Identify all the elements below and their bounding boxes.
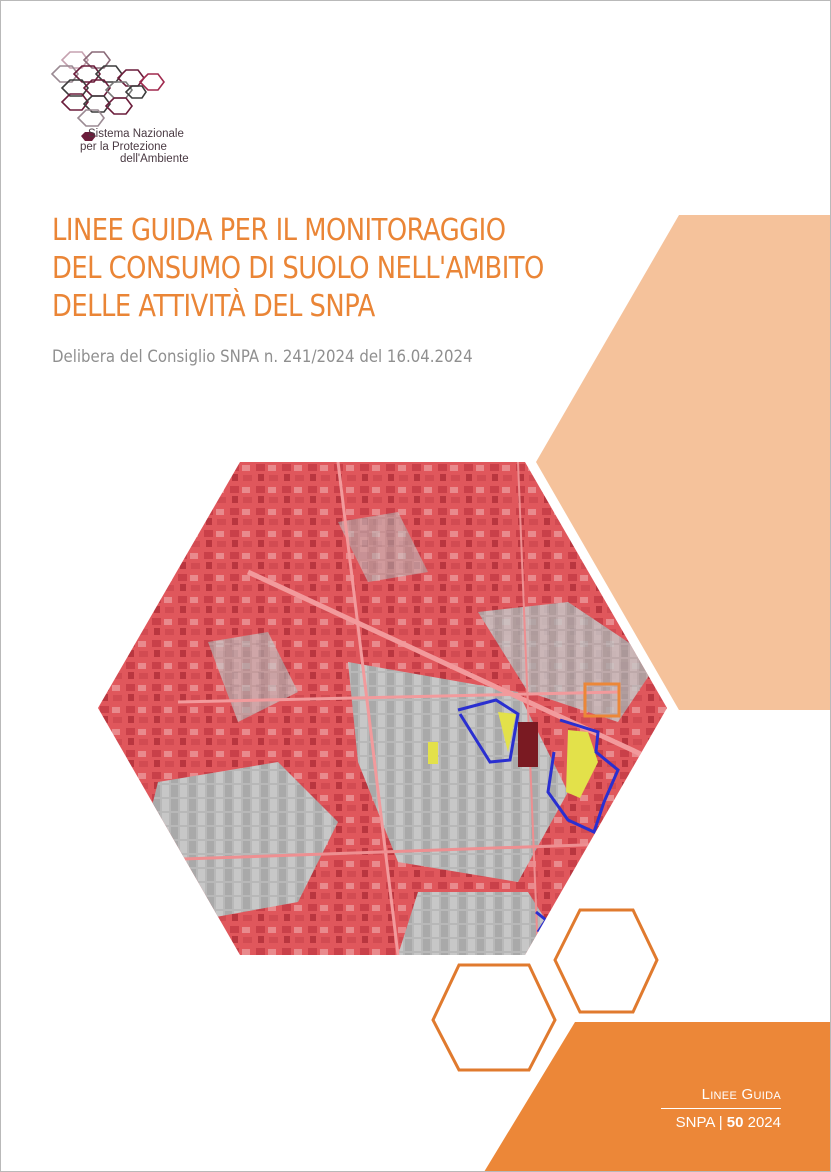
series-name: Linee Guida: [701, 1086, 781, 1103]
series-number: [661, 1114, 781, 1132]
logo-line-2: per la Protezione: [80, 140, 167, 153]
outline-hexagon: [433, 965, 555, 1070]
logo-hexagon: [106, 98, 132, 114]
title-line-1: LINEE GUIDA PER IL MONITORAGGIO: [52, 213, 506, 248]
logo-text: [78, 128, 248, 166]
series-year: 2024: [743, 1114, 781, 1131]
map-dark-building: [518, 722, 538, 767]
series-prefix: SNPA |: [675, 1114, 727, 1131]
land-consumption-map: [98, 462, 667, 955]
logo-hexagon: [118, 70, 144, 86]
logo-line-1: Sistema Nazionale: [88, 128, 184, 140]
title-line-2: DEL CONSUMO DI SUOLO NELL'AMBITO: [52, 251, 544, 286]
title-line-3: DELLE ATTIVITÀ DEL SNPA: [52, 289, 375, 324]
outline-hexagon: [555, 910, 657, 1012]
document-subtitle: Delibera del Consiglio SNPA n. 241/2024 del 16.04.2024: [52, 347, 473, 367]
series-label: [661, 1085, 781, 1132]
series-issue-number: 50: [726, 1114, 744, 1131]
outline-hexagons: [425, 900, 665, 1080]
logo-hexagon: [126, 86, 146, 98]
logo-line-3: dell'Ambiente: [120, 153, 189, 165]
map-new-consumption-area: [428, 742, 438, 764]
document-title: [52, 212, 568, 326]
series-divider: [661, 1108, 781, 1109]
logo-hexagon: [78, 110, 104, 126]
